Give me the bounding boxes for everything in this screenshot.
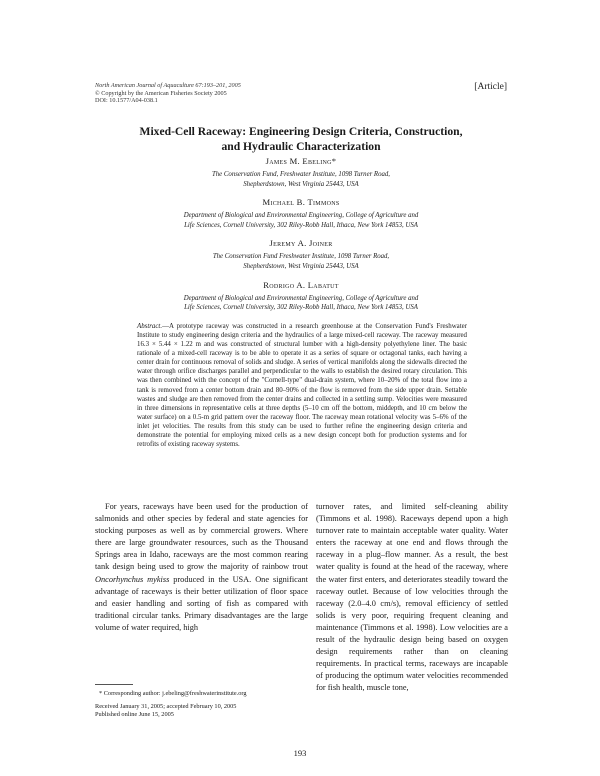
affiliation-line: Shepherdstown, West Virginia 25443, USA bbox=[243, 262, 359, 270]
affiliation-line: The Conservation Fund Freshwater Institute, 1098 Turner Road, bbox=[212, 253, 390, 261]
body-column-left bbox=[95, 501, 308, 634]
journal-citation: North American Journal of Aquaculture 67:193–201, 2005 bbox=[95, 82, 241, 89]
page-header bbox=[95, 82, 507, 105]
abstract-label: Abstract. bbox=[137, 323, 163, 330]
paper-title bbox=[95, 125, 507, 154]
affiliation-line: The Conservation Fund, Freshwater Institute, 1098 Turner Road, bbox=[212, 171, 390, 178]
affiliation-line: Shepherdstown, West Virginia 25443, USA bbox=[243, 180, 359, 188]
title-line-1: Mixed-Cell Raceway: Engineering Design Criteria, Construction, bbox=[139, 125, 463, 138]
published-date: Published online June 15, 2005 bbox=[95, 711, 174, 719]
author-affiliation bbox=[95, 294, 507, 313]
footnote-block bbox=[95, 690, 310, 719]
abstract bbox=[137, 322, 467, 449]
author-affiliation bbox=[95, 211, 507, 230]
affiliation-line: Life Sciences, Cornell University, 302 Riley-Robb Hall, Ithaca, New York 14853, USA bbox=[184, 304, 418, 312]
corresponding-author-note: * Corresponding author: j.ebeling@freshwaterinstitute.org bbox=[99, 690, 247, 697]
doi-line: DOI: 10.1577/A04-038.1 bbox=[95, 97, 158, 105]
author-affiliation bbox=[95, 252, 507, 271]
received-date: Received January 31, 2005; accepted February 10, 2005 bbox=[95, 703, 237, 711]
body-text: produced in the USA. One significant advantage of raceways is their better utilization of floor space and easier handling and sorting of fish as compared with traditional circular tanks. Primary disadvantages are the large volume of water required, high bbox=[95, 574, 308, 632]
copyright-line: © Copyright by the American Fisheries Society 2005 bbox=[95, 89, 227, 97]
article-type-tag: [Article] bbox=[474, 82, 507, 92]
footnote-divider bbox=[95, 684, 133, 685]
body-text: For years, raceways have been used for the production of salmonids and other species by federal and state agencies for stocking purposes as well as by commercial growers. Where there are large groundwater resources, such as the Thousand Springs area in Idaho, raceways are the most common rearing tank design being used to grow the majority of rainbow trout bbox=[95, 502, 308, 572]
body-paragraph bbox=[95, 501, 308, 634]
abstract-text: —A prototype raceway was constructed in a research greenhouse at the Conservation Fund's Freshwater Institute to study engineering design criteria and the hydraulics of a large mixed-cell raceway. The raceway measured 16.3 × 5.44 × 1.22 m and was constructed of structural lumber with a high-density polyethylene liner. The basic rationale of a mixed-cell raceway is to be able to operate it as a series of square or octagonal tanks, each having a center drain for continuous removal of solids and sludge. A series of vertical manifolds along the sidewalls directed the water through orifice discharges parallel and perpendicular to the walls to establish the desired rotary circulation. This was then combined with the concept of the "Cornell-type" dual-drain system, where 10–20% of the total flow into a tank is removed from a center bottom drain and 80–90% of the flow is removed from the side upper drain. Settable wastes and sludge are then removed from the center drains and collected in a settling sump. Velocities were measured in three dimensions in representative cells at three depths (5–10 cm off the bottom, middepth, and 10 cm below the water surface) on a 0.5-m grid pattern over the raceway floor. The raceway mean rotational velocity was 5–6% of the inlet jet velocities. The results from this study can be used to further refine the engineering design criteria and demonstrate the potential for employing mixed cells as a new design concept both for production systems and for retrofits of existing raceway systems. bbox=[137, 323, 467, 449]
body-column-right bbox=[316, 501, 508, 695]
species-name: Oncorhynchus mykiss bbox=[95, 574, 170, 584]
affiliation-line: Life Sciences, Cornell University, 302 Riley-Robb Hall, Ithaca, New York 14853, USA bbox=[184, 221, 418, 229]
affiliation-line: Department of Biological and Environmental Engineering, College of Agriculture and bbox=[183, 212, 419, 220]
affiliation-line: Department of Biological and Environmental Engineering, College of Agriculture and bbox=[183, 294, 419, 302]
author-block bbox=[95, 156, 507, 313]
author-name: Jeremy A. Joiner bbox=[269, 238, 333, 249]
body-paragraph: turnover rates, and limited self-cleaning ability (Timmons et al. 1998). Raceways depend upon a high turnover rate to maintain acceptable water quality. Water enters the raceway at one end and flows through the raceway in a plug–flow manner. As a result, the best water quality is found at the head of the raceway, where the water first enters, and deteriorates steadily toward the raceway outlet. Because of low velocities through the raceway (2.0–4.0 cm/s), removal efficiency of settled solids is very poor, requiring frequent cleaning and maintenance (Timmons et al. 1998). Low velocities are a result of the hydraulic design being based on oxygen design requirements rather than on cleaning requirements. In practical terms, raceways are incapable of producing the optimum water velocities recommended for fish health, muscle tone, bbox=[316, 502, 508, 693]
author-name: Michael B. Timmons bbox=[262, 197, 340, 208]
author-name: James M. Ebeling* bbox=[265, 156, 337, 166]
page-number: 193 bbox=[293, 748, 307, 758]
author-affiliation bbox=[95, 170, 507, 189]
title-line-2: and Hydraulic Characterization bbox=[221, 139, 381, 153]
author-name: Rodrigo A. Labatut bbox=[263, 279, 339, 290]
